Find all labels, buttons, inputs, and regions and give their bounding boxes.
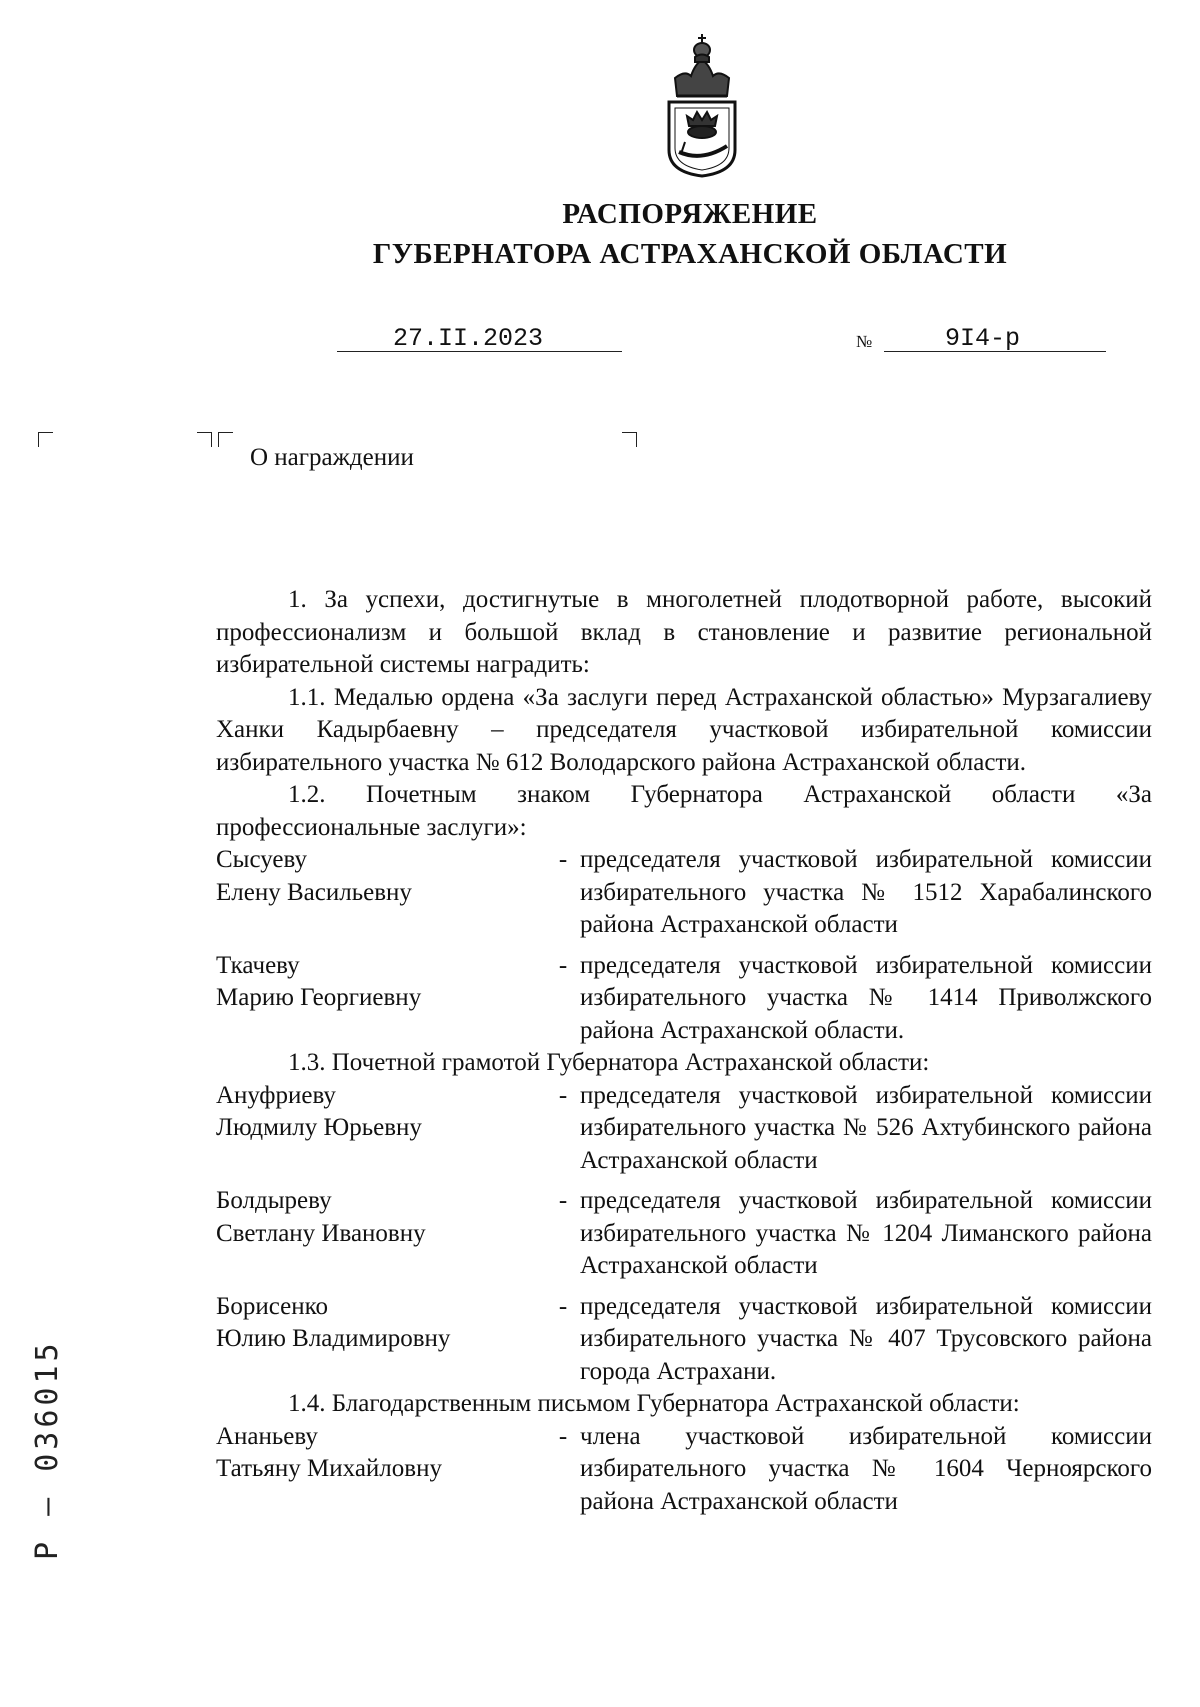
entry-dash: -: [558, 1292, 568, 1320]
paragraph-1-1: 1.1. Медалью ордена «За заслуги перед Астраханской областью» Мурзагалиеву Ханки Кадырбаевну – председателя участковой избирательной комиссии избирательного участка № 612 Володарского района Астраханской области.: [216, 683, 1152, 776]
awardee-name: [216, 950, 546, 1048]
entry-dash: -: [558, 1422, 568, 1450]
awardee-position: председателя участковой избирательной комиссии избирательного участка № 526 Ахтубинского района Астраханской области: [580, 1081, 1152, 1174]
paragraph-1-2: 1.2. Почетным знаком Губернатора Астраханской области «За профессиональные заслуги»:: [216, 781, 1152, 841]
award-entry: [216, 1291, 1152, 1389]
awardee-given-name: Татьяну Михайловну: [216, 1455, 442, 1482]
form-serial-number: Р – 036015: [30, 1339, 65, 1560]
entry-dash: -: [558, 951, 568, 979]
awardee-surname: Борисенко: [216, 1292, 328, 1320]
issuer-title: ГУБЕРНАТОРА АСТРАХАНСКОЙ ОБЛАСТИ: [372, 238, 1008, 270]
corner-mark-subject-open: [218, 432, 233, 447]
awardee-name: [216, 1080, 546, 1178]
number-label: №: [856, 332, 873, 351]
awardee-given-name: Елену Васильевну: [216, 878, 412, 906]
awardee-surname: Ануфриеву: [216, 1081, 336, 1109]
award-entry: [216, 1421, 1152, 1519]
entry-dash: -: [558, 846, 568, 873]
corner-mark-subject-close: [622, 432, 637, 447]
award-entry: [216, 1080, 1152, 1178]
awardee-given-name: Светлану Ивановну: [216, 1219, 426, 1247]
document-body: [216, 584, 1152, 1518]
awardee-position: председателя участковой избирательной комиссии избирательного участка № 1512 Харабалинского района Астраханской области: [580, 846, 1152, 938]
awardee-position: председателя участковой избирательной комиссии избирательного участка № 1414 Приволжского района Астраханской области.: [580, 951, 1152, 1044]
award-entry: [216, 1185, 1152, 1283]
award-entry: [216, 950, 1152, 1048]
corner-mark-subject-left-close: [197, 432, 212, 447]
entry-dash: -: [558, 1187, 568, 1214]
awardee-surname: Сысуеву: [216, 846, 307, 873]
awardee-name: [216, 1291, 546, 1389]
awardee-position: члена участковой избирательной комиссии избирательного участка № 1604 Черноярского района Астраханской области: [580, 1422, 1152, 1515]
paragraph-1-3: 1.3. Почетной грамотой Губернатора Астраханской области:: [288, 1049, 930, 1076]
paragraph-1-4: 1.4. Благодарственным письмом Губернатора Астраханской области:: [288, 1390, 1020, 1417]
document-number: 9I4-р: [945, 324, 1021, 353]
entry-dash: -: [558, 1081, 568, 1109]
awardee-given-name: Юлию Владимировну: [216, 1325, 451, 1352]
awardee-given-name: Марию Георгиевну: [216, 984, 422, 1011]
awardee-surname: Болдыреву: [216, 1187, 332, 1214]
document-date: 27.II.2023: [393, 324, 544, 353]
awardee-name: [216, 844, 546, 942]
awardee-position: председателя участковой избирательной комиссии избирательного участка № 1204 Лиманского района Астраханской области: [580, 1187, 1152, 1279]
awardee-name: [216, 1185, 546, 1283]
awardee-position: председателя участковой избирательной комиссии избирательного участка № 407 Трусовского района города Астрахани.: [580, 1292, 1152, 1385]
awardee-given-name: Людмилу Юрьевну: [216, 1114, 422, 1141]
awardee-surname: Ткачеву: [216, 951, 300, 979]
corner-mark-left: [38, 432, 53, 447]
award-entry: [216, 844, 1152, 942]
paragraph-1: 1. За успехи, достигнутые в многолетней плодотворной работе, высокий профессионализм и большой вклад в становление и развитие региональной избирательной системы наградить:: [216, 586, 1152, 678]
awardee-name: [216, 1421, 546, 1519]
document-subject: О награждении: [250, 444, 414, 471]
document-type-title: РАСПОРЯЖЕНИЕ: [562, 198, 818, 230]
coat-of-arms-emblem: [655, 30, 750, 180]
awardee-surname: Ананьеву: [216, 1422, 318, 1450]
